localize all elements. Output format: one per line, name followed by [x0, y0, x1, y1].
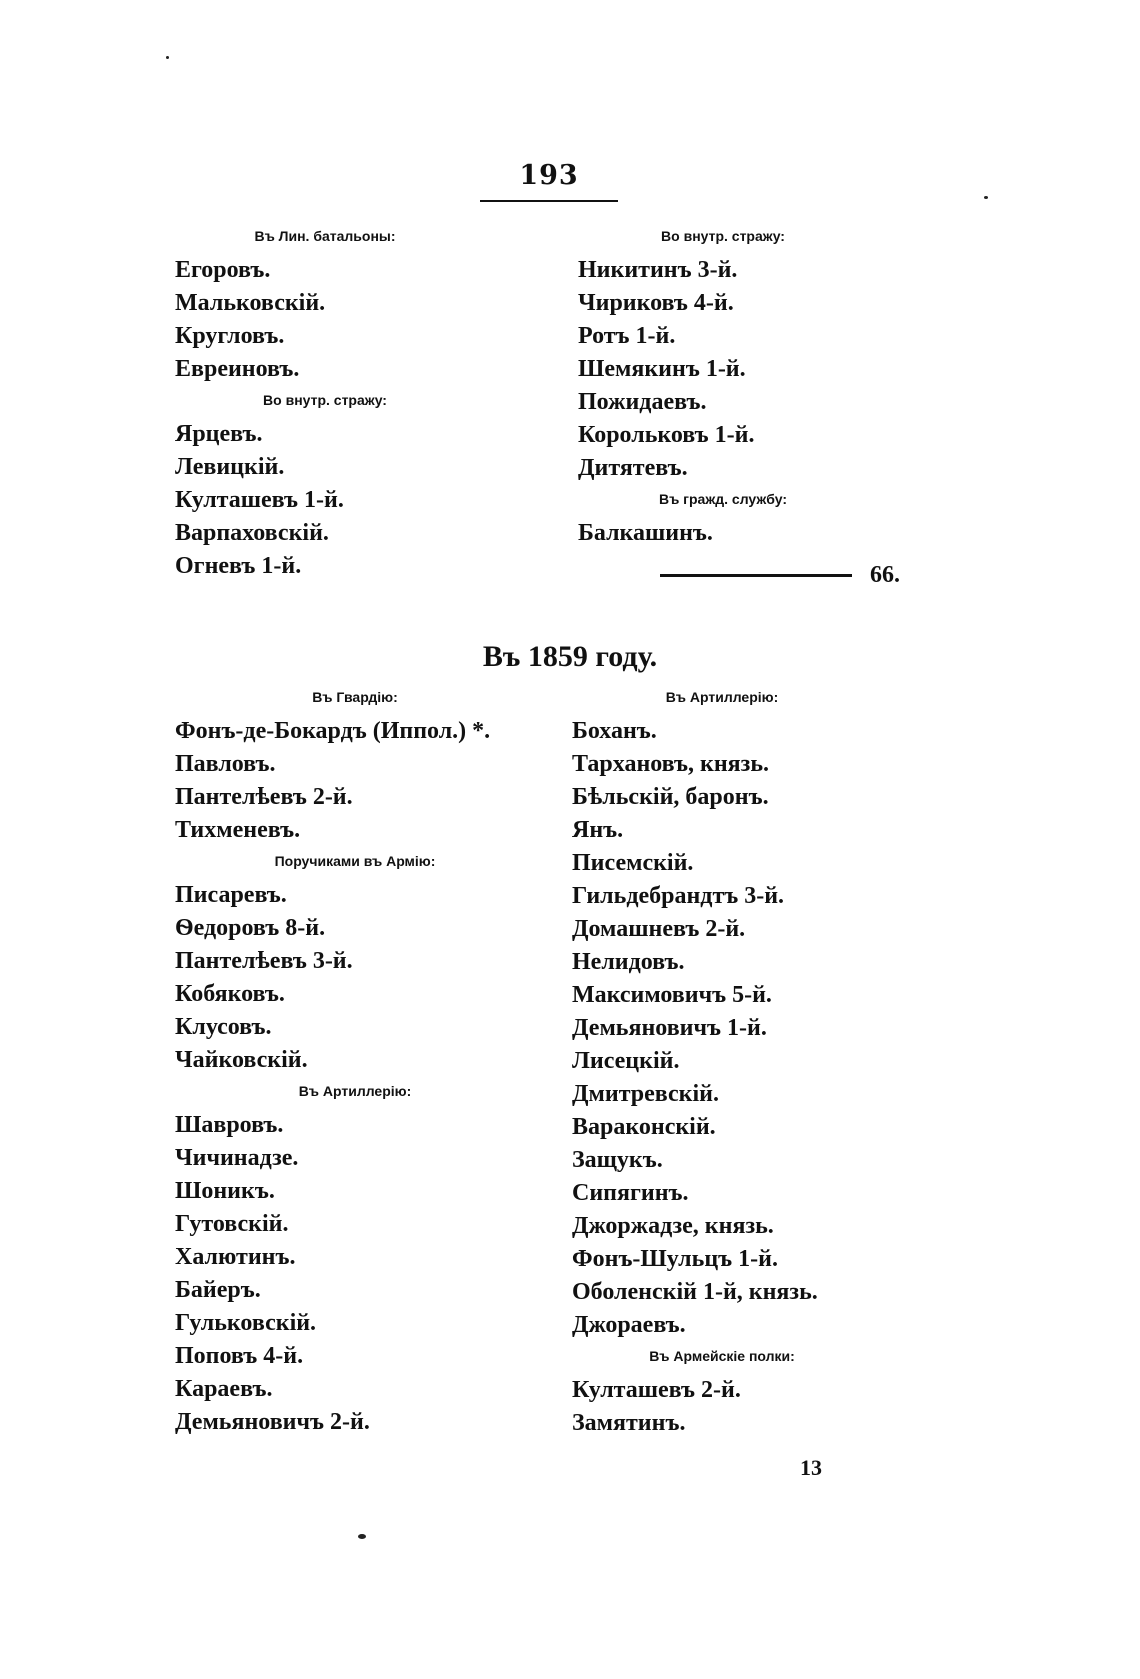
list-entry: Павловъ. [175, 751, 276, 777]
list-entry: Огневъ 1-й. [175, 553, 302, 579]
bottom-right-column [572, 683, 872, 1440]
list-entry: Замятинъ. [572, 1410, 686, 1436]
bottom-left-column [175, 683, 535, 1439]
list-entry: Фонъ-де-Бокардъ (Иппол.) *. [175, 718, 491, 744]
signature-mark: 13 [800, 1455, 822, 1480]
list-entry: Ярцевъ. [175, 421, 263, 447]
list-entry: Никитинъ 3-й. [578, 257, 738, 283]
list-entry: Варaконскій. [572, 1114, 716, 1140]
list-entry: Балкашинъ. [578, 520, 713, 546]
list-entry: Джоржадзе, князь. [572, 1213, 774, 1239]
list-entry: Култашевъ 2-й. [572, 1377, 741, 1403]
list-entry: Евреиновъ. [175, 356, 300, 382]
section-heading: Въ Артиллерію: [298, 1083, 412, 1099]
list-entry: Байеръ. [175, 1277, 261, 1303]
list-entry: Янъ. [572, 817, 624, 843]
list-entry: Егоровъ. [175, 257, 271, 283]
total-rule [660, 574, 852, 577]
list-entry: Караевъ. [175, 1376, 273, 1402]
list-entry: Култашевъ 1-й. [175, 487, 344, 513]
list-entry: Оболенскій 1-й, князь. [572, 1279, 818, 1305]
list-entry: Халютинъ. [175, 1244, 296, 1270]
page-number: 193 [519, 160, 579, 191]
print-speck [984, 196, 988, 199]
section-heading: Во внутр. стражу: [661, 228, 785, 244]
total-value: 66. [870, 562, 900, 588]
list-entry: Домашневъ 2-й. [572, 916, 746, 942]
list-entry: Пантелѣевъ 3-й. [175, 948, 353, 974]
top-left-column [175, 222, 475, 583]
list-entry: Шемякинъ 1-й. [578, 356, 746, 382]
print-speck [358, 1534, 366, 1539]
list-entry: Тархановъ, князь. [572, 751, 770, 777]
list-entry: Нелидовъ. [572, 949, 685, 975]
list-entry: Чайковскій. [175, 1047, 308, 1073]
list-entry: Демьяновичъ 1-й. [572, 1015, 767, 1041]
list-entry: Дитятевъ. [578, 455, 688, 481]
list-entry: Джораевъ. [572, 1312, 686, 1338]
print-speck [166, 56, 169, 59]
page-number-rule [480, 200, 618, 202]
year-heading: Въ 1859 году. [482, 640, 658, 673]
list-entry: Шоникъ. [175, 1178, 275, 1204]
list-entry: Поповъ 4-й. [175, 1343, 304, 1369]
list-entry: Корольковъ 1-й. [578, 422, 755, 448]
section-heading: Въ Армейскіе полки: [649, 1348, 795, 1364]
section-heading: Въ Артиллерію: [665, 689, 779, 705]
section-heading: Во внутр. стражу: [263, 392, 387, 408]
list-entry: Чичинадзе. [175, 1145, 299, 1171]
list-entry: Пантелѣевъ 2-й. [175, 784, 353, 810]
section-heading: Въ Гвардію: [312, 689, 398, 705]
list-entry: Гильдебрандтъ 3-й. [572, 883, 785, 909]
section-heading: Поручиками въ Армію: [274, 853, 436, 869]
section-heading: Въ гражд. службу: [658, 491, 788, 507]
list-entry: Защукъ. [572, 1147, 663, 1173]
list-entry: Кругловъ. [175, 323, 285, 349]
list-entry: Левицкій. [175, 454, 285, 480]
list-entry: Ѳедоровъ 8-й. [175, 915, 326, 941]
list-entry: Чириковъ 4-й. [578, 290, 734, 316]
list-entry: Писаревъ. [175, 882, 287, 908]
list-entry: Шавровъ. [175, 1112, 284, 1138]
list-entry: Пожидаевъ. [578, 389, 707, 415]
list-entry: Сипягинъ. [572, 1180, 689, 1206]
list-entry: Мальковскій. [175, 290, 326, 316]
list-entry: Боханъ. [572, 718, 657, 744]
list-entry: Демьяновичъ 2-й. [175, 1409, 370, 1435]
list-entry: Тихменевъ. [175, 817, 301, 843]
list-entry: Дмитревскій. [572, 1081, 719, 1107]
list-entry: Кобяковъ. [175, 981, 285, 1007]
list-entry: Варпаховскій. [175, 520, 329, 546]
list-entry: Максимовичъ 5-й. [572, 982, 772, 1008]
list-entry: Фонъ-Шульцъ 1-й. [572, 1246, 778, 1272]
list-entry: Писемскій. [572, 850, 694, 876]
list-entry: Клусовъ. [175, 1014, 272, 1040]
list-entry: Гульковскій. [175, 1310, 317, 1336]
list-entry: Ротъ 1-й. [578, 323, 676, 349]
top-right-column [578, 222, 868, 550]
list-entry: Лисецкій. [572, 1048, 680, 1074]
list-entry: Бѣльскій, баронъ. [572, 784, 769, 810]
section-heading: Въ Лин. батальоны: [254, 228, 396, 244]
list-entry: Гутовскій. [175, 1211, 289, 1237]
